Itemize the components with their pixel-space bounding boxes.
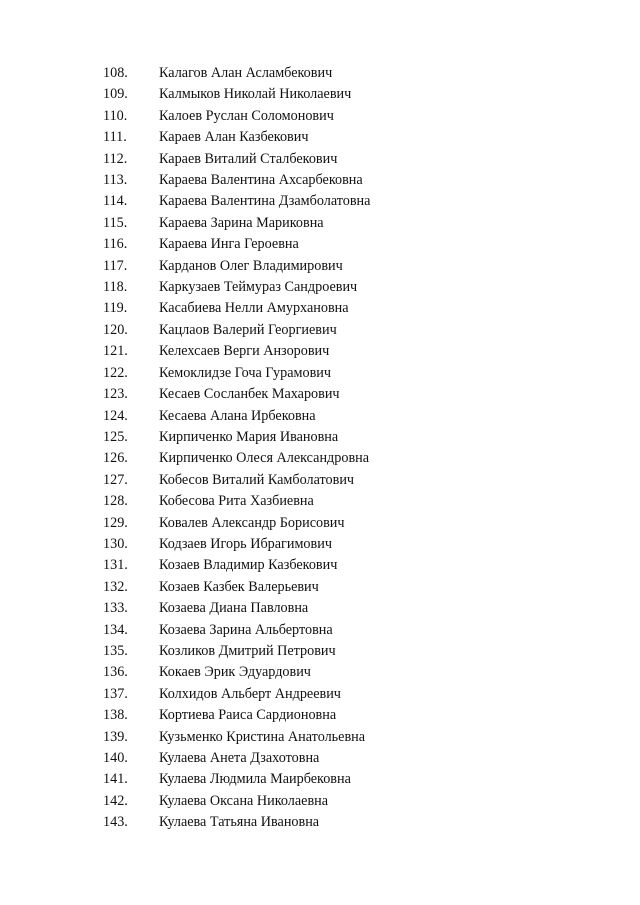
- person-name: Касабиева Нелли Амурхановна: [159, 300, 349, 317]
- item-number: 123.: [103, 386, 128, 403]
- list-item: [0, 791, 640, 812]
- list-item: [0, 149, 640, 170]
- list-item: [0, 555, 640, 576]
- person-name: Кацлаов Валерий Георгиевич: [159, 321, 337, 338]
- item-number: 143.: [103, 814, 128, 831]
- item-number: 127.: [103, 471, 128, 488]
- item-number: 108.: [103, 65, 128, 81]
- item-number: 137.: [103, 685, 128, 702]
- person-name: Каркузаев Теймураз Сандроевич: [159, 279, 358, 296]
- list-item: [0, 620, 640, 641]
- list-item: [0, 427, 640, 448]
- person-name: Кобесов Виталий Камболатович: [159, 471, 355, 488]
- list-item: [0, 577, 640, 598]
- person-name: Кодзаев Игорь Ибрагимович: [159, 535, 332, 552]
- person-name: Кортиева Раиса Сардионовна: [159, 707, 337, 724]
- item-number: 124.: [103, 407, 128, 424]
- person-name: Козаев Владимир Казбекович: [159, 557, 338, 574]
- list-item: [0, 406, 640, 427]
- person-name: Караев Алан Казбекович: [159, 129, 309, 146]
- person-name: Калагов Алан Асламбекович: [159, 65, 333, 81]
- item-number: 135.: [103, 642, 128, 659]
- person-name: Караев Виталий Сталбекович: [159, 150, 338, 167]
- list-item: [0, 213, 640, 234]
- item-number: 115.: [103, 214, 128, 231]
- list-item: [0, 234, 640, 255]
- person-name: Келехсаев Верги Анзорович: [159, 343, 330, 360]
- list-item: [0, 448, 640, 469]
- list-item: [0, 63, 640, 84]
- list-item: [0, 491, 640, 512]
- list-item: [0, 384, 640, 405]
- item-number: 125.: [103, 428, 128, 445]
- item-number: 118.: [103, 279, 128, 296]
- person-name: Кесаев Сосланбек Махарович: [159, 386, 340, 403]
- list-item: [0, 170, 640, 191]
- list-item: [0, 769, 640, 790]
- list-item: [0, 320, 640, 341]
- person-name: Кузьменко Кристина Анатольевна: [159, 728, 366, 745]
- person-name: Калоев Руслан Соломонович: [159, 107, 334, 124]
- item-number: 122.: [103, 364, 128, 381]
- person-name: Кулаева Татьяна Ивановна: [159, 814, 320, 831]
- item-number: 142.: [103, 792, 128, 809]
- list-item: [0, 106, 640, 127]
- item-number: 114.: [103, 193, 128, 210]
- person-name: Карданов Олег Владимирович: [159, 257, 343, 274]
- list-item: [0, 277, 640, 298]
- list-item: [0, 748, 640, 769]
- list-item: [0, 256, 640, 277]
- list-item: [0, 684, 640, 705]
- person-name: Ковалев Александр Борисович: [159, 514, 345, 531]
- person-name: Кулаева Людмила Маирбековна: [159, 771, 351, 788]
- item-number: 111.: [103, 129, 127, 146]
- list-item: [0, 84, 640, 105]
- list-item: [0, 662, 640, 683]
- person-name: Козаева Зарина Альбертовна: [159, 621, 333, 638]
- person-name: Кобесова Рита Хазбиевна: [159, 493, 314, 510]
- list-item: [0, 127, 640, 148]
- person-name: Караева Валентина Ахсарбековна: [159, 172, 363, 189]
- person-name: Караева Инга Героевна: [159, 236, 299, 253]
- person-name: Козаева Диана Павловна: [159, 600, 309, 617]
- list-item: [0, 598, 640, 619]
- item-number: 121.: [103, 343, 128, 360]
- item-number: 133.: [103, 600, 128, 617]
- item-number: 141.: [103, 771, 128, 788]
- item-number: 136.: [103, 664, 128, 681]
- list-item: [0, 727, 640, 748]
- list-item: [0, 470, 640, 491]
- item-number: 139.: [103, 728, 128, 745]
- list-item: [0, 513, 640, 534]
- numbered-name-list: [0, 63, 640, 834]
- person-name: Калмыков Николай Николаевич: [159, 86, 352, 103]
- item-number: 113.: [103, 172, 128, 189]
- list-item: [0, 705, 640, 726]
- list-item: [0, 363, 640, 384]
- list-item: [0, 812, 640, 833]
- person-name: Кокаев Эрик Эдуардович: [159, 664, 311, 681]
- person-name: Кулаева Оксана Николаевна: [159, 792, 329, 809]
- person-name: Козаев Казбек Валерьевич: [159, 578, 319, 595]
- person-name: Козликов Дмитрий Петрович: [159, 642, 336, 659]
- person-name: Караева Валентина Дзамболатовна: [159, 193, 371, 210]
- item-number: 112.: [103, 150, 128, 167]
- person-name: Кесаева Алана Ирбековна: [159, 407, 316, 424]
- item-number: 116.: [103, 236, 128, 253]
- item-number: 110.: [103, 107, 128, 124]
- item-number: 109.: [103, 86, 128, 103]
- item-number: 140.: [103, 750, 128, 766]
- item-number: 119.: [103, 300, 128, 317]
- item-number: 130.: [103, 535, 128, 552]
- person-name: Колхидов Альберт Андреевич: [159, 685, 341, 702]
- person-name: Кирпиченко Мария Ивановна: [159, 428, 339, 445]
- list-item: [0, 641, 640, 662]
- list-item: [0, 534, 640, 555]
- person-name: Кемоклидзе Гоча Гурамович: [159, 364, 332, 381]
- item-number: 134.: [103, 621, 128, 638]
- person-name: Кулаева Анета Дзахотовна: [159, 750, 320, 766]
- item-number: 120.: [103, 321, 128, 338]
- list-item: [0, 298, 640, 319]
- list-item: [0, 191, 640, 212]
- item-number: 128.: [103, 493, 128, 510]
- item-number: 126.: [103, 450, 128, 467]
- item-number: 138.: [103, 707, 128, 724]
- list-item: [0, 341, 640, 362]
- person-name: Караева Зарина Мариковна: [159, 214, 324, 231]
- item-number: 131.: [103, 557, 128, 574]
- item-number: 132.: [103, 578, 128, 595]
- person-name: Кирпиченко Олеся Александровна: [159, 450, 370, 467]
- item-number: 129.: [103, 514, 128, 531]
- item-number: 117.: [103, 257, 128, 274]
